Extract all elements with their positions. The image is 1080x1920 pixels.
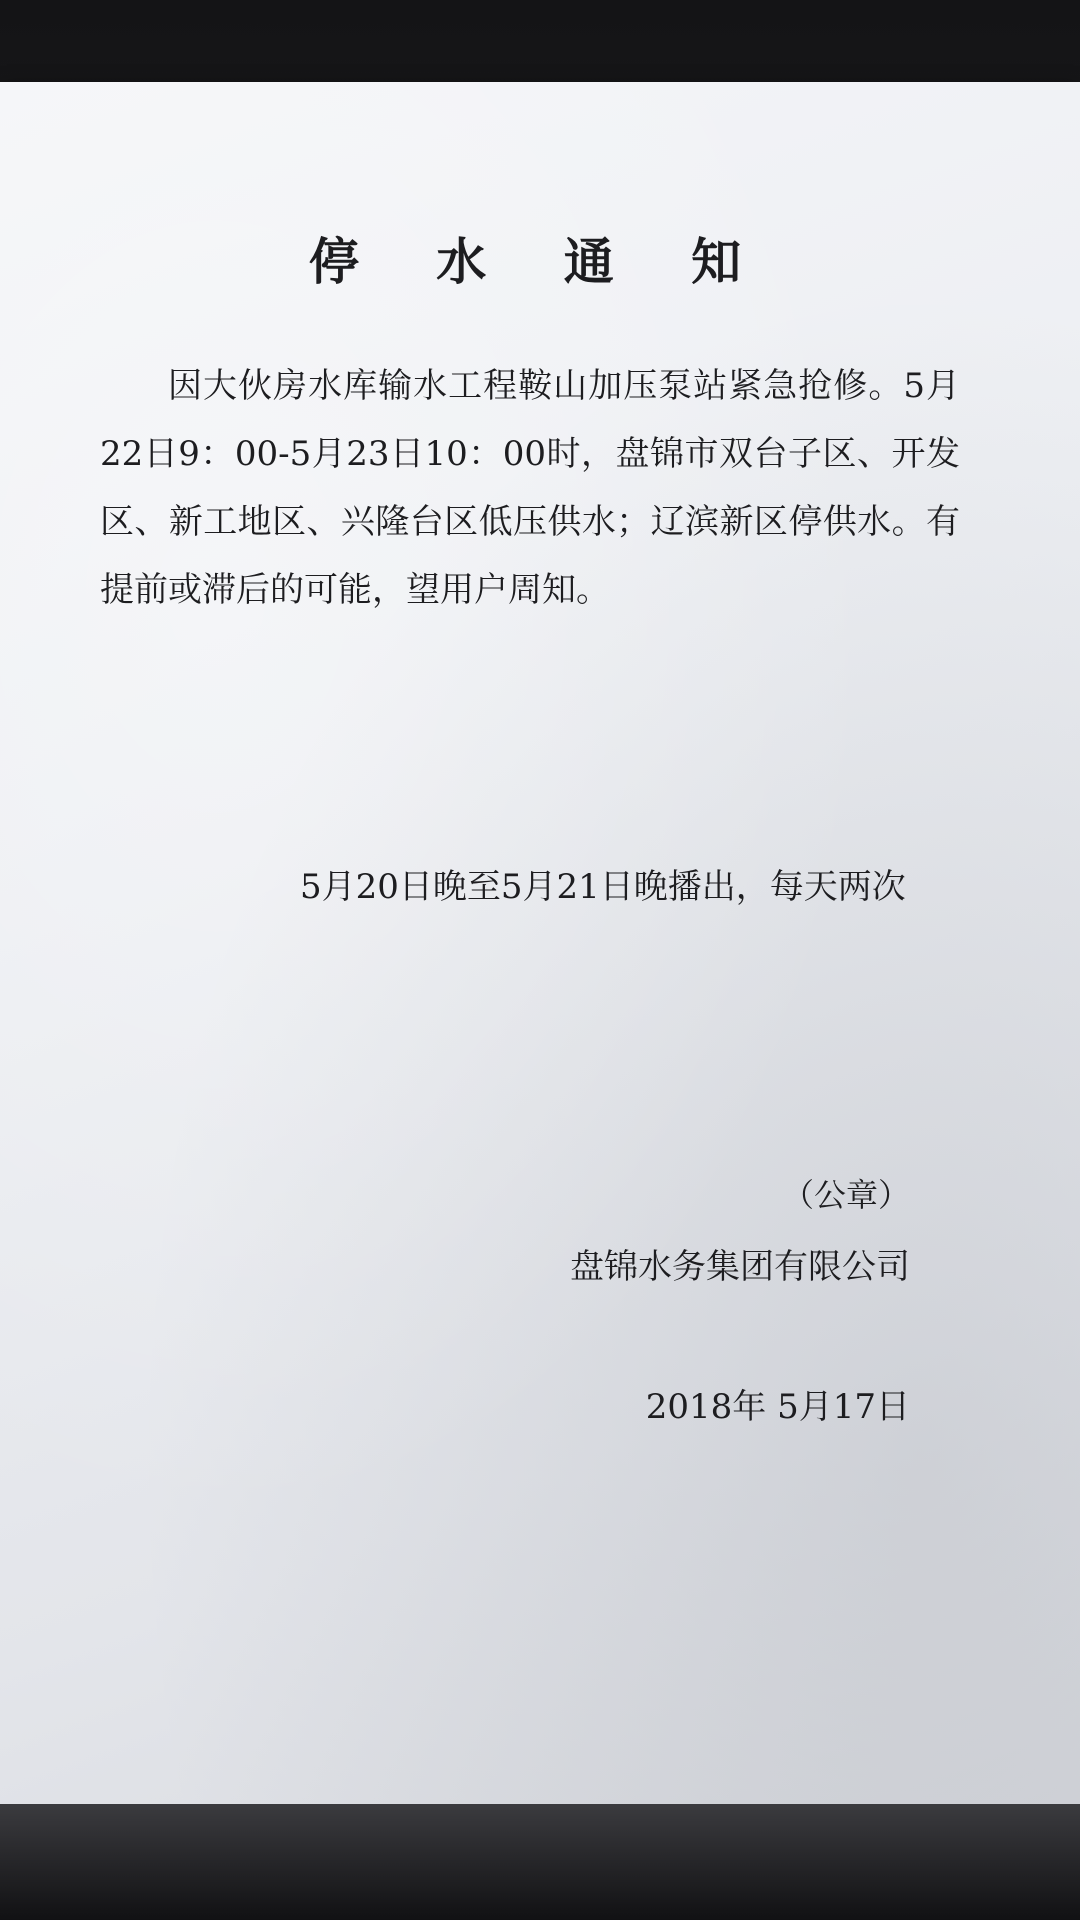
- notice-title: 停 水 通 知: [308, 232, 772, 291]
- paper-sheet: [0, 82, 1080, 1804]
- issuing-company: 盘锦水务集团有限公司: [570, 1247, 910, 1287]
- issue-date: 2018年 5月17日: [645, 1387, 910, 1427]
- notice-body: 因大伙房水库输水工程鞍山加压泵站紧急抢修。5月22日9：00-5月23日10：00时，盘锦市双台子区、开发区、新工地区、兴隆台区低压供水；辽滨新区停供水。有提前或滞后的可能，望用户周知。: [100, 366, 960, 610]
- official-seal-label: （公章）: [781, 1176, 910, 1214]
- table-surface: [0, 1804, 1080, 1920]
- broadcast-schedule: 5月20日晚至5月21日晚播出，每天两次: [300, 867, 906, 907]
- notice-document: [0, 82, 1080, 1804]
